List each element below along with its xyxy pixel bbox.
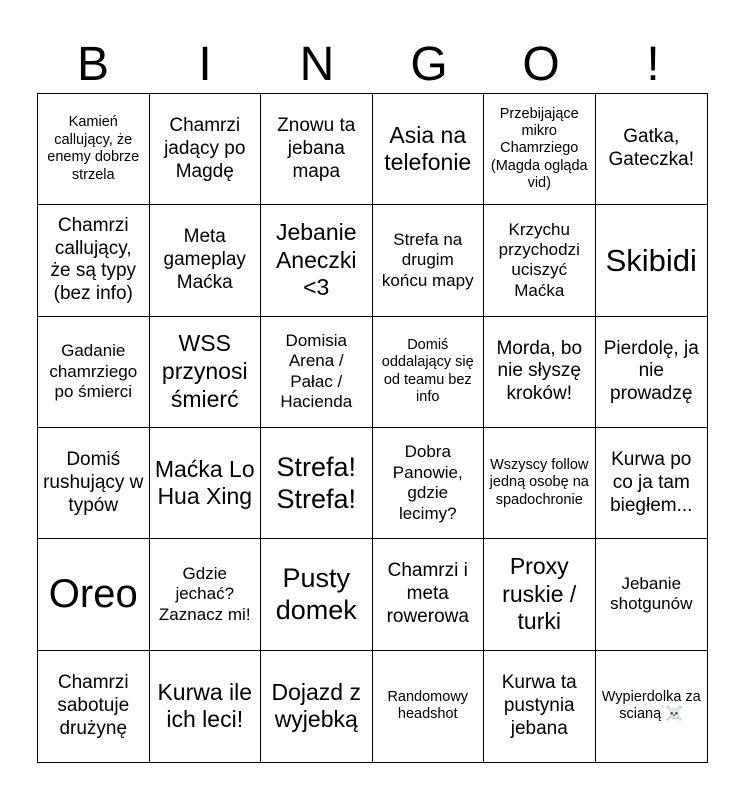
bingo-cell[interactable] — [596, 205, 708, 316]
bingo-cell[interactable] — [150, 651, 262, 762]
bingo-cell-text: Przebijające mikro Chamrziego (Magda ogląda vid) — [490, 105, 588, 192]
bingo-cell-text: Dobra Panowie, gdzie lecimy? — [392, 442, 463, 523]
bingo-cell[interactable] — [373, 205, 485, 316]
bingo-cell-text: Chamrzi jadący po Magdę — [164, 114, 246, 182]
bingo-cell-text: Gdzie jechać? Zaznacz mi! — [158, 563, 251, 624]
bingo-cell[interactable] — [150, 428, 262, 539]
bingo-cell-text: Kurwa ile ich leci! — [157, 678, 253, 733]
bingo-cell-text: Pusty domek — [275, 563, 357, 626]
bingo-cell-text: Strefa! Strefa! — [276, 451, 357, 515]
bingo-cell-text: Chamrzi callujący, że są typy (bez info) — [50, 214, 137, 305]
bingo-cell[interactable] — [596, 651, 708, 762]
bingo-cell-text: Proxy ruskie / turki — [502, 553, 577, 635]
bingo-cell[interactable] — [150, 539, 262, 650]
bingo-cell-text: Oreo — [48, 572, 138, 617]
bingo-cell[interactable] — [484, 539, 596, 650]
bingo-cell[interactable] — [596, 317, 708, 428]
bingo-cell-text: Dojazd z wyjebką — [271, 678, 361, 733]
bingo-cell[interactable] — [38, 94, 150, 205]
bingo-cell[interactable] — [38, 651, 150, 762]
bingo-cell-text: Wszyscy follow jedną osobę na spadochronie — [489, 457, 589, 508]
bingo-cell[interactable] — [373, 317, 485, 428]
bingo-cell[interactable] — [150, 317, 262, 428]
title-letter-o: O — [522, 38, 560, 91]
bingo-cell[interactable] — [373, 94, 485, 205]
bingo-cell-text: Chamrzi sabotuje drużynę — [57, 672, 130, 739]
bingo-cell-text: Domiś oddalający się od teamu bez info — [381, 337, 474, 406]
bingo-cell[interactable] — [484, 94, 596, 205]
bingo-cell-text: Morda, bo nie słyszę kroków! — [496, 337, 583, 405]
title-letter-n: N — [299, 38, 335, 91]
bingo-cell[interactable] — [596, 428, 708, 539]
bingo-cell-text: Jebanie shotgunów — [610, 574, 693, 614]
bingo-cell[interactable] — [484, 205, 596, 316]
bingo-cell[interactable] — [150, 94, 262, 205]
bingo-cell[interactable] — [150, 205, 262, 316]
bingo-cell-text: Kurwa ta pustynia jebana — [501, 672, 577, 739]
title-letter-b: B — [76, 38, 109, 91]
bingo-cell[interactable] — [596, 539, 708, 650]
bingo-cell-text: Randomowy headshot — [387, 688, 469, 723]
bingo-cell-text: Pierdolę, ja nie prowadzę — [603, 337, 699, 405]
title-letter-g: G — [410, 38, 448, 91]
bingo-cell-text: Gatka, Gateczka! — [608, 126, 695, 171]
bingo-cell-text: Meta gameplay Maćka — [163, 226, 246, 293]
bingo-cell-text: Wypierdolka za scianą ☠️ — [601, 688, 701, 723]
bingo-cell[interactable] — [373, 428, 485, 539]
bingo-cell[interactable] — [261, 539, 373, 650]
bingo-cell[interactable] — [261, 205, 373, 316]
bingo-cell[interactable] — [261, 94, 373, 205]
bingo-cell-text: Skibidi — [605, 242, 697, 278]
bingo-cell-text: Domiś rushujący w typów — [43, 448, 144, 516]
bingo-cell[interactable] — [38, 428, 150, 539]
bingo-cell-text: Gadanie chamrziego po śmierci — [49, 341, 138, 402]
bingo-cell-text: WSS przynosi śmierć — [161, 330, 248, 412]
bingo-cell-text: Krzychu przychodzi uciszyć Maćka — [498, 219, 580, 300]
bingo-cell-text: Kamień callujący, że enemy dobrze strzela — [47, 114, 140, 183]
bingo-cell-text: Kurwa po co ja tam biegłem... — [610, 448, 693, 516]
bingo-cell-text: Asia na telefonie — [384, 121, 472, 176]
bingo-cell[interactable] — [373, 651, 485, 762]
bingo-cell[interactable] — [261, 651, 373, 762]
bingo-cell[interactable] — [38, 205, 150, 316]
bingo-cell[interactable] — [484, 317, 596, 428]
bingo-cell-text: Maćka Lo Hua Xing — [154, 455, 255, 510]
title-letter-i: I — [198, 38, 212, 91]
bingo-board — [37, 93, 708, 763]
bingo-title — [37, 36, 709, 94]
bingo-cell[interactable] — [38, 317, 150, 428]
title-letter-exclamation: ! — [646, 38, 660, 91]
bingo-cell[interactable] — [373, 539, 485, 650]
bingo-cell[interactable] — [484, 651, 596, 762]
bingo-cell-text: Chamrzi i meta rowerowa — [386, 560, 469, 627]
bingo-cell-text: Znowu ta jebana mapa — [277, 114, 356, 182]
bingo-cell[interactable] — [261, 428, 373, 539]
bingo-cell-text: Strefa na drugim końcu mapy — [381, 229, 474, 290]
bingo-cell[interactable] — [261, 317, 373, 428]
bingo-cell-text: Jebanie Aneczki <3 — [275, 219, 357, 301]
bingo-cell[interactable] — [596, 94, 708, 205]
bingo-cell[interactable] — [38, 539, 150, 650]
bingo-cell[interactable] — [484, 428, 596, 539]
bingo-cell-text: Domisia Arena / Pałac / Hacienda — [280, 331, 353, 412]
